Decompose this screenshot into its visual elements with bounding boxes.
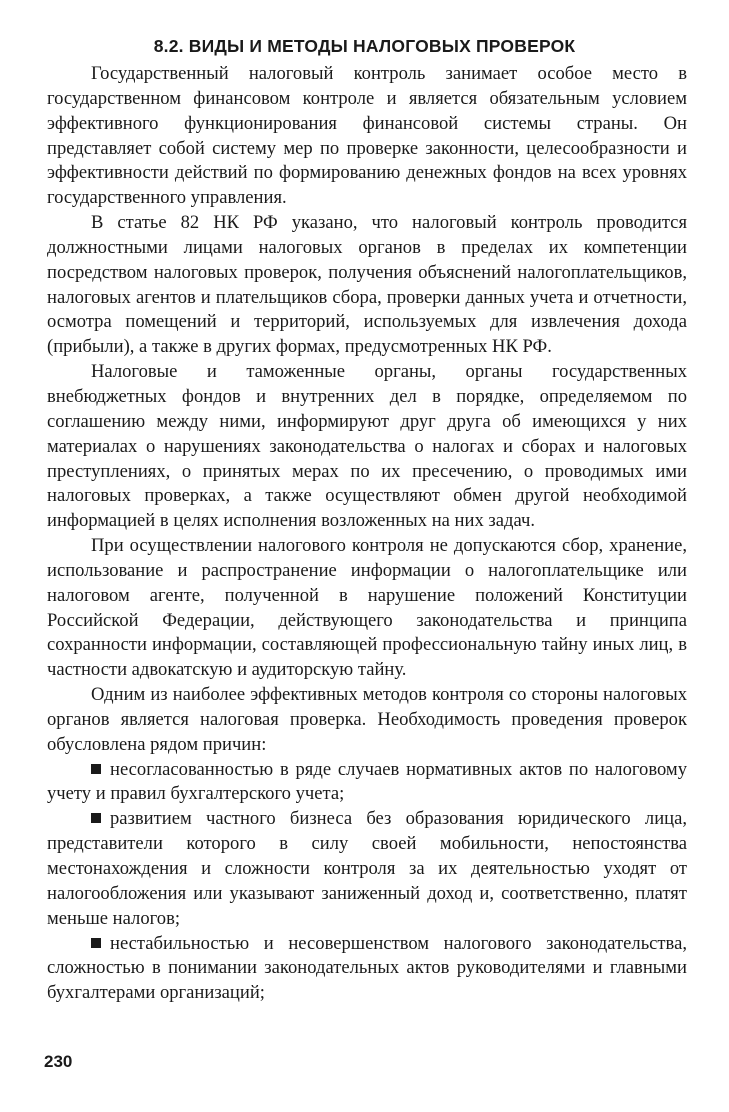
bullet-text-1: несогласованностью в ряде случаев нормативных актов по налоговому учету и правил бухгалтерского учета; — [47, 758, 687, 805]
paragraph-4: При осуществлении налогового контроля не допускаются сбор, хранение, использование и распространение информации о налогоплательщике или налоговом агенте, полученной в нарушение положений Конституции Российской Федерации, действующего законодательства и принципа сохранности информации, составляющей профессиональную тайну иных лиц, в частности адвокатскую и аудиторскую тайну. — [47, 535, 687, 681]
paragraph-3: Налоговые и таможенные органы, органы государственных внебюджетных фондов и внутренних дел в порядке, определяемом по соглашению между ними, информируют друг друга об имеющихся у них материалах о нарушениях законодательства о налогах и сборах и налоговых преступлениях, о принятых мерах по их пресечению, о проводимых ими налоговых проверках, а также осуществляют обмен другой необходимой информацией в целях исполнения возложенных на них задач. — [47, 361, 687, 532]
bullet-item-1 — [47, 758, 687, 808]
square-bullet-icon — [91, 938, 101, 948]
square-bullet-icon — [91, 813, 101, 823]
page-number: 230 — [44, 1052, 73, 1071]
paragraph-1: Государственный налоговый контроль занимает особое место в государственном финансовом контроле и является обязательным условием эффективного функционирования финансовой системы страны. Он представляет собой систему мер по проверке законности, целесообразности и эффективности действий по формированию денежных фондов на всех уровнях государственного управления. — [47, 63, 687, 209]
body-text — [47, 62, 687, 1006]
square-bullet-icon — [91, 764, 101, 774]
bullet-item-2 — [47, 807, 687, 931]
bullet-text-3: нестабильностью и несовершенством налогового законодательства, сложностью в понимании законодательных актов руководителями и главными бухгалтерами организаций; — [47, 932, 687, 1004]
bullet-text-2: развитием частного бизнеса без образования юридического лица, представители которого в силу своей мобильности, непостоянства местонахождения и сложности контроля за их деятельностью уходят от налогообложения или указывают заниженный доход и, соответственно, платят меньше налогов; — [47, 808, 687, 929]
section-heading: 8.2. ВИДЫ И МЕТОДЫ НАЛОГОВЫХ ПРОВЕРОК — [153, 36, 576, 56]
paragraph-2: В статье 82 НК РФ указано, что налоговый контроль проводится должностными лицами налоговых органов в пределах их компетенции посредством налоговых проверок, получения объяснений налогоплательщиков, налоговых агентов и плательщиков сбора, проверки данных учета и отчетности, осмотра помещений и территорий, используемых для извлечения дохода (прибыли), а также в других формах, предусмотренных НК РФ. — [47, 212, 687, 358]
bullet-item-3 — [47, 932, 687, 1007]
paragraph-5: Одним из наиболее эффективных методов контроля со стороны налоговых органов является налоговая проверка. Необходимость проведения проверок обусловлена рядом причин: — [47, 684, 687, 755]
